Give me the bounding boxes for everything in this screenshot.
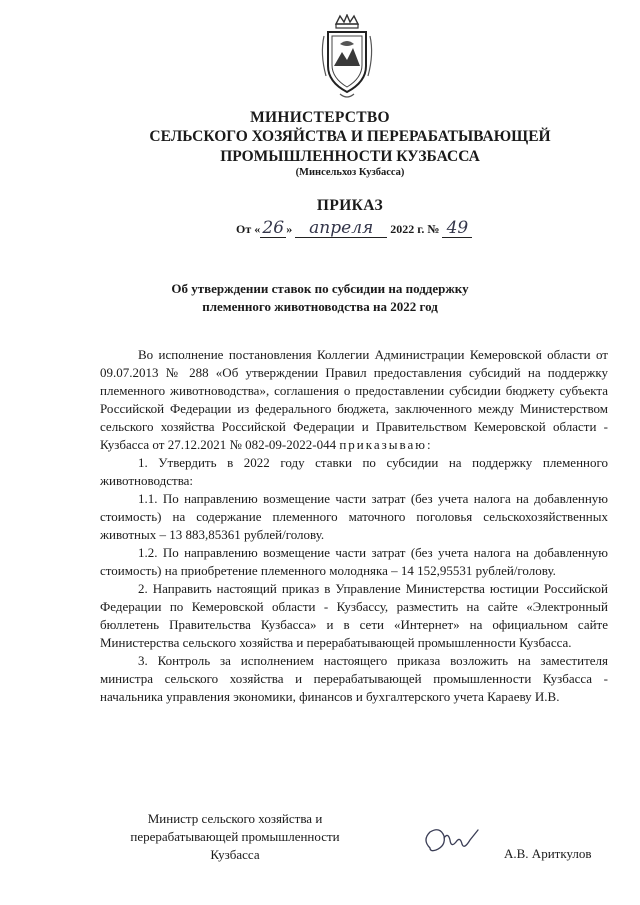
quote-open: « [254,222,261,236]
order-number: 49 [442,219,472,238]
order-word: приказываю: [339,437,433,452]
signatory-title-line1: Министр сельского хозяйства и [147,811,323,826]
coat-of-arms-icon [318,14,376,100]
preamble-paragraph [100,346,608,454]
signatory-title [110,810,360,864]
order-date-prefix: От [236,222,252,236]
signatory-title-line3: Кузбасса [210,847,260,862]
order-year: 2022 г. [390,222,425,236]
subject-line2: племенного животноводства на 2022 год [202,299,438,314]
signatory-name: А.В. Ариткулов [504,846,592,861]
order-month: апреля [295,219,387,238]
order-date-number-line [236,219,472,238]
ministry-name-line2: СЕЛЬСКОГО ХОЗЯЙСТВА И ПЕРЕРАБАТЫВАЮЩЕЙ [149,128,551,145]
item-2: 2. Направить настоящий приказ в Управление Министерства юстиции Российской Федерации по Кемеровской области - Кузбассу, разместить на сайте «Электронный бюллетень Правительства Кузбасса» и в сети «Интернет» на официальном сайте Министерства сельского хозяйства и перерабатывающей промышленности Кузбасса. [100,581,608,650]
quote-close: » [286,222,293,236]
order-subject [80,280,560,316]
subject-line1: Об утверждении ставок по субсидии на поддержку [171,281,469,296]
handwritten-signature-icon [418,822,488,862]
item-1-1: 1.1. По направлению возмещение части затрат (без учета налога на добавленную стоимость) на содержание племенного маточного поголовья сельскохозяйственных животных – 13 883,85361 рублей/голову. [100,491,608,542]
signatory-title-line2: перерабатывающей промышленности [130,829,340,844]
preamble-text: Во исполнение постановления Коллегии Администрации Кемеровской области от 09.07.2013 № 288 «Об утверждении Правил предоставления субсидий на поддержку племенного животноводства», соглашения о предоставлении субсидии бюджету субъекта Российской Федерации из федерального бюджета, заключенного между Министерством сельского хозяйства Российской Федерации и Правительством Кемеровской области - Кузбасса от 27.12.2021 № 082-09-2022-044 [100,347,608,452]
item-1: 1. Утвердить в 2022 году ставки по субсидии на поддержку племенного животноводства: [100,455,608,488]
document-type-title: ПРИКАЗ [316,197,384,214]
ministry-name-line1: МИНИСТЕРСТВО [250,109,390,126]
item-3: 3. Контроль за исполнением настоящего приказа возложить на заместителя министра сельского хозяйства и перерабатывающей промышленности Кузбасса - начальника управления экономики, финансов и бухгалтерского учета Караеву И.В. [100,653,608,704]
order-day: 26 [260,219,286,238]
order-body [100,346,608,706]
order-number-sign: № [427,222,440,236]
ministry-abbreviation: (Минсельхоз Кузбасса) [295,167,405,178]
ministry-name-line3: ПРОМЫШЛЕННОСТИ КУЗБАССА [220,148,480,165]
item-1-2: 1.2. По направлению возмещение части затрат (без учета налога на добавленную стоимость) на приобретение племенного молодняка – 14 152,95531 рублей/голову. [100,545,608,578]
